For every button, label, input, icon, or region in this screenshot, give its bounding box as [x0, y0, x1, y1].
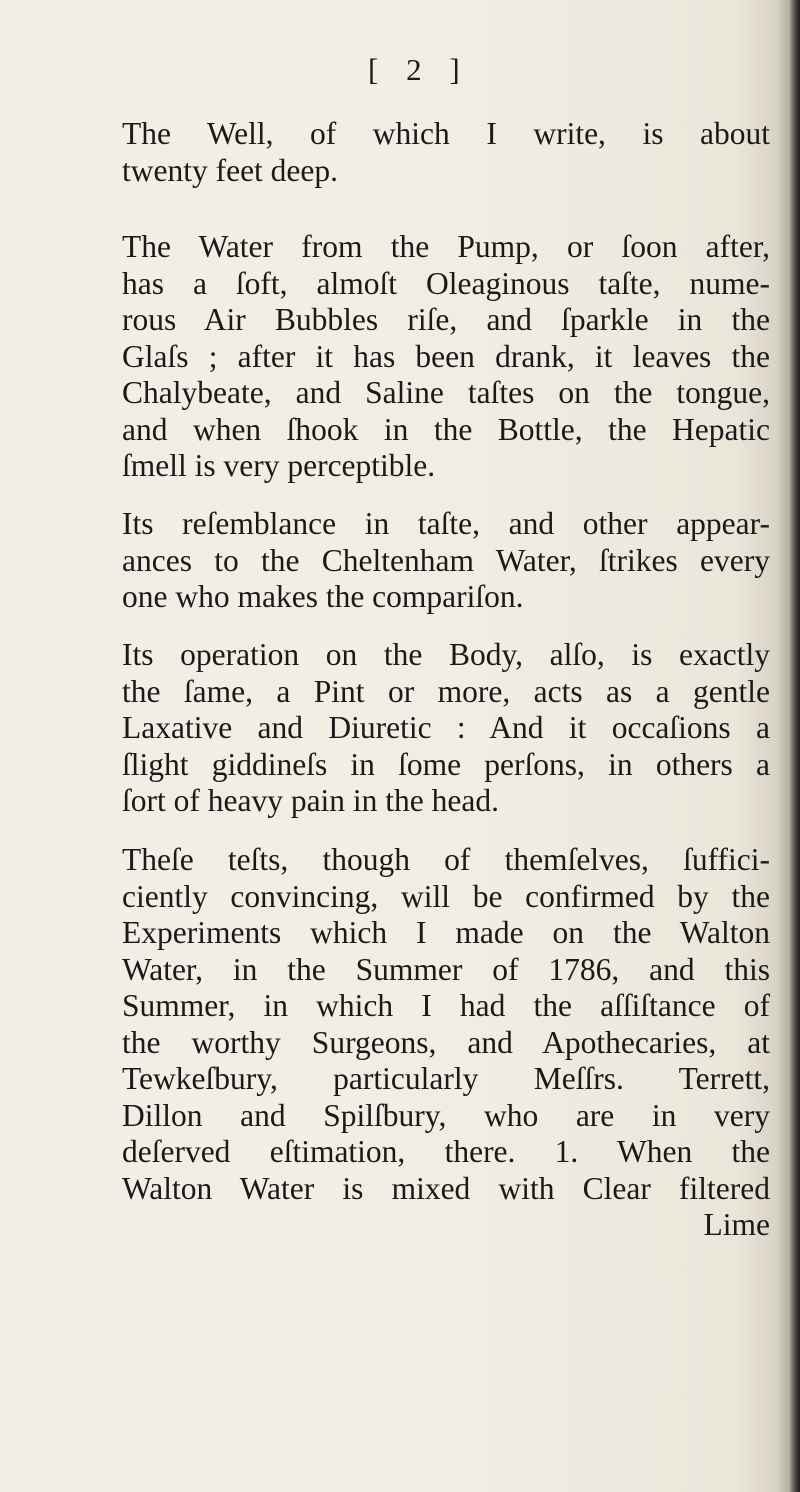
text-line: the worthy Surgeons, and Apothecaries, at	[122, 1024, 770, 1060]
page-number: [ 2 ]	[368, 52, 470, 87]
text-line: Water, in the Summer of 1786, and this	[122, 951, 770, 987]
paragraph-3	[122, 506, 770, 616]
text-line: Dillon and Spilſbury, who are in very	[122, 1097, 770, 1133]
text-line: one who makes the compariſon.	[122, 579, 524, 614]
text-line: Summer, in which I had the aſſiſtance of	[122, 988, 770, 1023]
text-line: Theſe teſts, though of themſelves, ſuffici-	[122, 842, 770, 877]
paragraph-4	[122, 637, 770, 820]
text-line: Experiments which I made on the Walton	[122, 915, 770, 950]
text-line: ſort of heavy pain in the head.	[122, 783, 500, 818]
text-line: Walton Water is mixed with Clear filtered	[122, 1170, 770, 1206]
text-line: Tewkeſbury, particularly Meſſrs. Terrett,	[122, 1061, 770, 1096]
text-line: ſlight giddineſs in ſome perſons, in others a	[122, 746, 770, 782]
text-line: the ſame, a Pint or more, acts as a gentle	[122, 673, 770, 709]
text-line: ſmell is very perceptible.	[122, 448, 436, 483]
text-line: Laxative and Diuretic : And it occaſions a	[122, 710, 770, 745]
text-line: The Well, of which I write, is about	[122, 116, 770, 151]
text-line: The Water from the Pump, or ſoon after,	[122, 229, 770, 264]
text-line: Chalybeate, and Saline taſtes on the tongue,	[122, 375, 770, 410]
paragraph-1	[122, 116, 770, 189]
paragraph-2	[122, 229, 770, 485]
text-line: and when ſhook in the Bottle, the Hepatic	[122, 411, 770, 447]
text-line: Its operation on the Body, alſo, is exactly	[122, 637, 770, 672]
text-line: has a ſoft, almoſt Oleaginous taſte, nume-	[122, 265, 770, 301]
text-line: rous Air Bubbles riſe, and ſparkle in the	[122, 302, 770, 337]
text-line: Glaſs ; after it has been drank, it leaves the	[122, 338, 770, 374]
text-line: deſerved eſtimation, there. 1. When the	[122, 1134, 770, 1169]
paragraph-5	[122, 842, 770, 1244]
page-gutter-shadow	[788, 0, 800, 1492]
catchword: Lime	[703, 1207, 770, 1242]
text-line: ciently convincing, will be confirmed by the	[122, 878, 770, 914]
text-line: Its reſemblance in taſte, and other appear-	[122, 506, 770, 541]
text-line: ances to the Cheltenham Water, ſtrikes every	[122, 542, 770, 578]
text-line: twenty feet deep.	[122, 152, 339, 188]
